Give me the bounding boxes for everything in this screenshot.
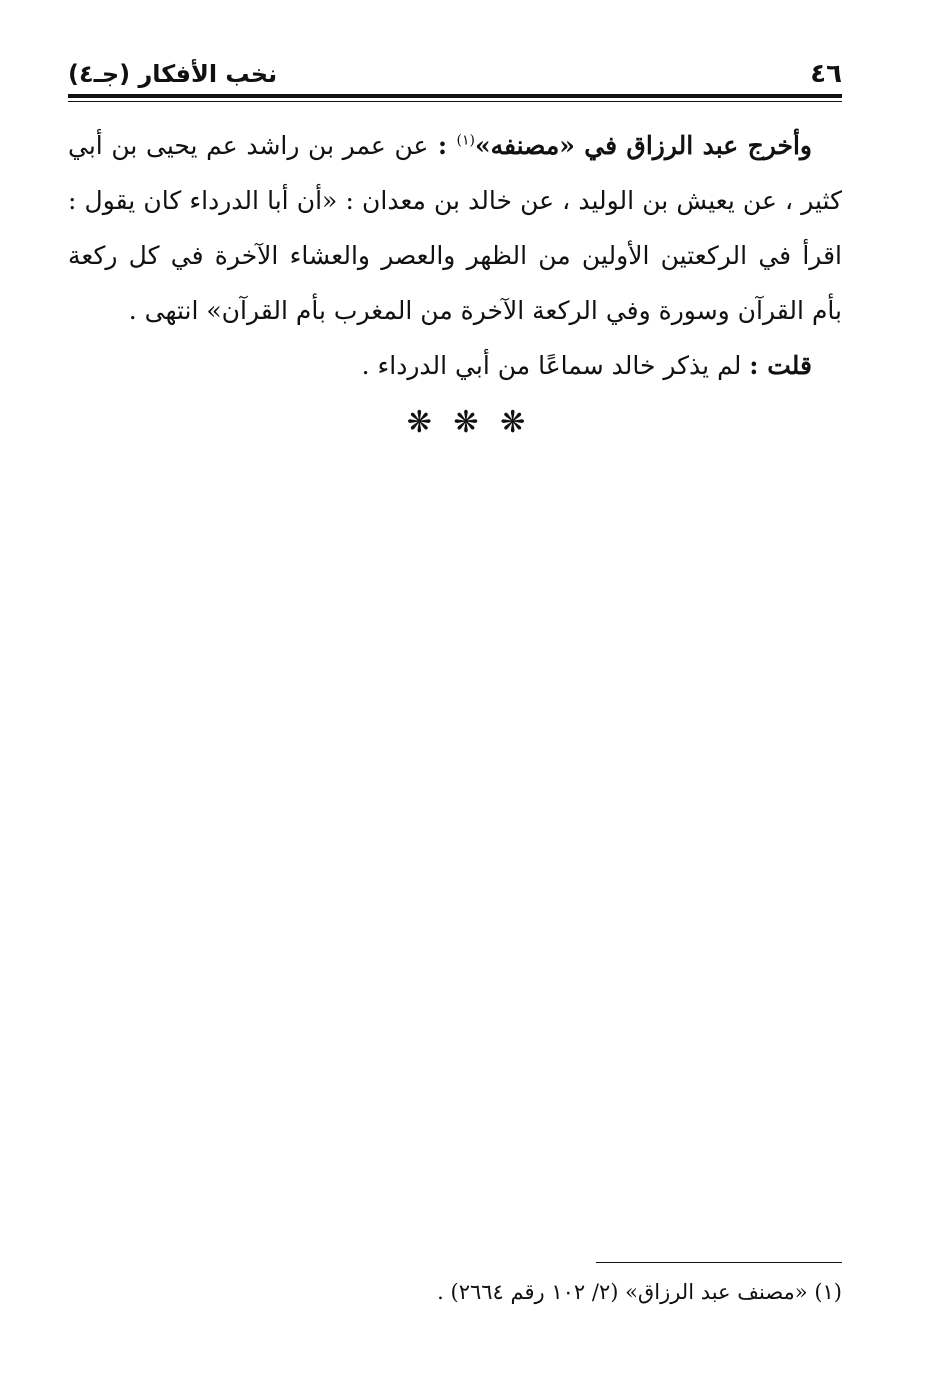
header-rule-thick <box>68 94 842 98</box>
main-text <box>68 118 842 393</box>
comment-text: لم يذكر خالد سماعًا من أبي الدرداء . <box>361 351 750 380</box>
comment-lead: قلت : <box>749 351 812 380</box>
running-title: نخب الأفكار (جـ٤) <box>68 60 278 88</box>
paragraph-text: عن عمر بن راشد عم يحيى بن أبي كثير ، عن يعيش بن الوليد ، عن خالد بن معدان : «أن أبا الدرداء كان يقول : اقرأ في الركعتين الأولين من الظهر والعصر والعشاء الآخرة في كل ركعة بأم القرآن وسورة وفي الركعة الآخرة من المغرب بأم القرآن» انتهى . <box>68 131 842 325</box>
header-rule-thin <box>68 101 842 102</box>
section-separator: ❋ ❋ ❋ <box>406 405 532 440</box>
footnote-reference[interactable]: (١) <box>456 132 475 149</box>
page-number: ٤٦ <box>810 59 842 89</box>
paragraph-hadith <box>68 118 842 338</box>
paragraph-comment <box>68 338 842 393</box>
paragraph-colon: : <box>428 131 457 160</box>
paragraph-lead: وأخرج عبد الرزاق في «مصنفه» <box>474 131 812 160</box>
footnote-rule <box>596 1262 842 1263</box>
page-header <box>68 54 842 94</box>
footnote: (١) «مصنف عبد الرزاق» (٢/ ١٠٢ رقم ٢٦٦٤) . <box>437 1280 842 1304</box>
